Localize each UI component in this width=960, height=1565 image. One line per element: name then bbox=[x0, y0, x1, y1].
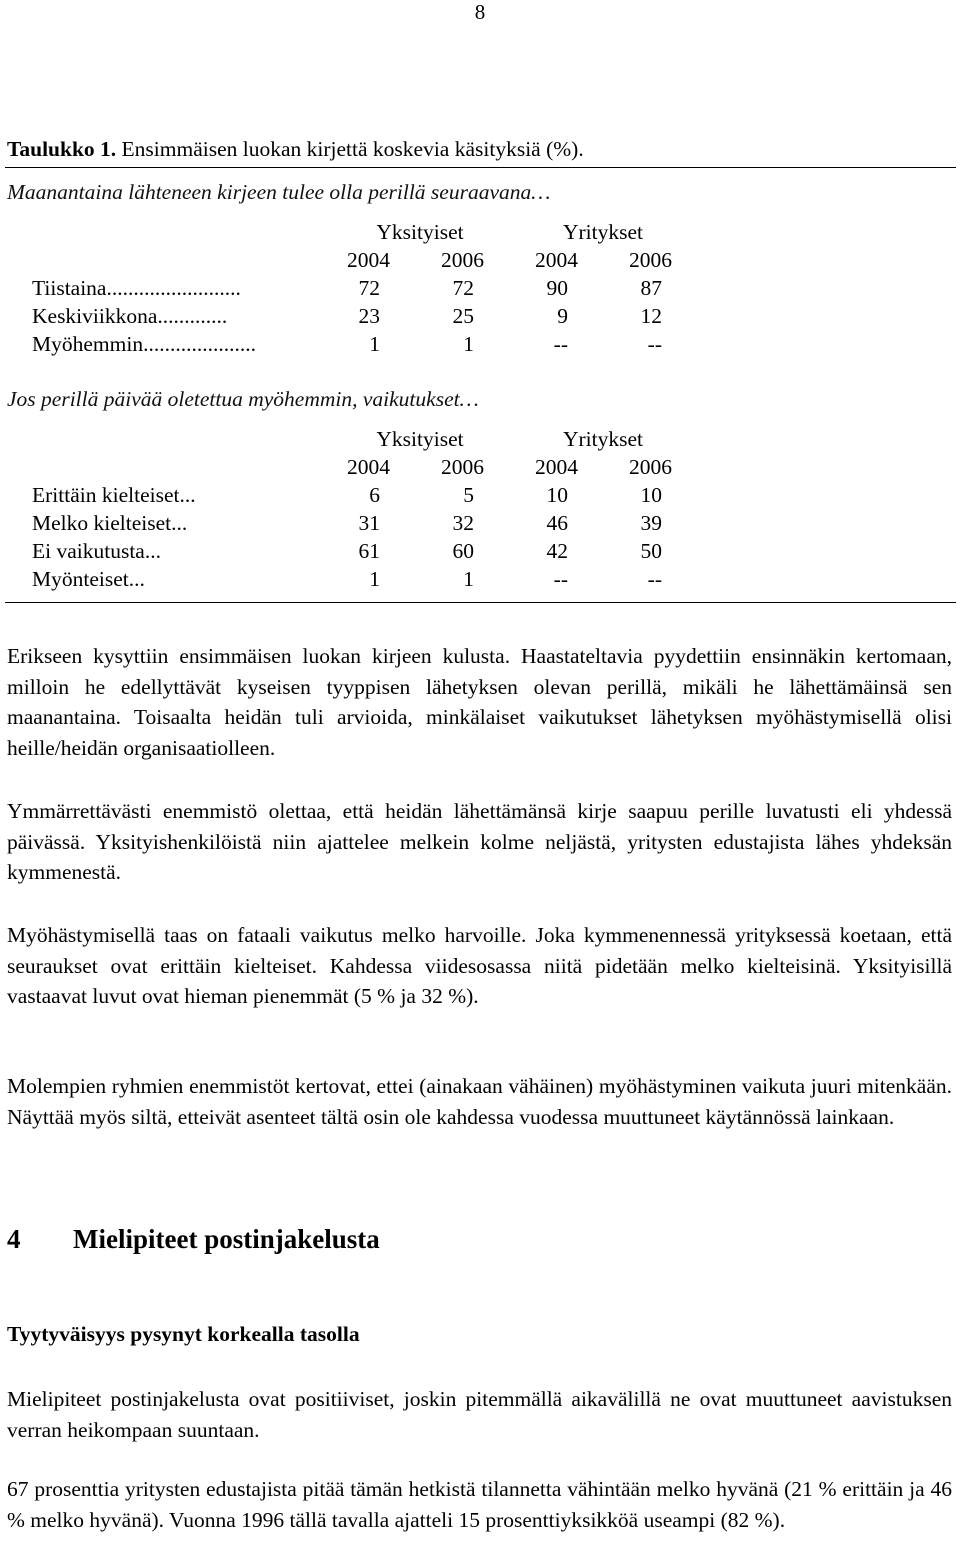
section-heading-text: Mielipiteet postinjakelusta bbox=[73, 1224, 380, 1254]
table-cell: -- bbox=[553, 567, 568, 591]
table-cell: 39 bbox=[640, 511, 662, 535]
subsection-heading: Tyytyväisyys pysynyt korkealla tasolla bbox=[7, 1322, 360, 1346]
table-bottom-rule bbox=[5, 602, 956, 603]
section-a-year: 2006 bbox=[629, 248, 672, 272]
table-cell: 10 bbox=[546, 483, 568, 507]
section-a-group-private: Yksityiset bbox=[376, 220, 464, 244]
table-cell: 42 bbox=[546, 539, 568, 563]
section-b-year: 2006 bbox=[441, 455, 484, 479]
paragraph: Ymmärrettävästi enemmistö olettaa, että heidän lähettämänsä kirje saapuu perille luvatusti eli yhdessä päivässä. Yksityishenkilöistä niin ajattelee melkein kolme neljästä, yritysten edustajista lähes yhdeksän kymmenestä. bbox=[7, 799, 952, 884]
table-cell: 87 bbox=[640, 276, 662, 300]
table-cell: 10 bbox=[640, 483, 662, 507]
table-cell: 23 bbox=[358, 304, 380, 328]
section-b-year: 2006 bbox=[629, 455, 672, 479]
table-caption-label: Taulukko 1. bbox=[7, 137, 117, 161]
table-row-label: Erittäin kielteiset... bbox=[32, 483, 196, 507]
table-row-label: Melko kielteiset... bbox=[32, 511, 188, 535]
page-number: 8 bbox=[474, 0, 486, 24]
section-heading bbox=[7, 1224, 380, 1255]
section-b-year: 2004 bbox=[347, 455, 390, 479]
table-cell: -- bbox=[553, 332, 568, 356]
table-cell: 31 bbox=[358, 511, 380, 535]
section-b-subtitle: Jos perillä päivää oletettua myöhemmin, vaikutukset… bbox=[7, 387, 479, 411]
table-cell: 9 bbox=[557, 304, 568, 328]
table-cell: -- bbox=[647, 332, 662, 356]
section-a-year: 2006 bbox=[441, 248, 484, 272]
table-cell: 72 bbox=[358, 276, 380, 300]
table-row-label: Ei vaikutusta... bbox=[32, 539, 161, 563]
table-row-label: Myönteiset... bbox=[32, 567, 145, 591]
table-cell: 60 bbox=[452, 539, 474, 563]
paragraph: Erikseen kysyttiin ensimmäisen luokan kirjeen kulusta. Haastateltavia pyydettiin ensinnäkin kertomaan, milloin he edellyttävät kyseisen tyyppisen lähetyksen olevan perillä, mikäli he lähettämäinsä sen maanantaina. Toisaalta heidän tuli arvioida, minkälaiset vaikutukset lähetyksen myöhästymisellä olisi heille/heidän organisaatiolleen. bbox=[7, 644, 952, 760]
paragraph: 67 prosenttia yritysten edustajista pitää tämän hetkistä tilannetta vähintään melko hyvänä (21 % erittäin ja 46 % melko hyvänä). Vuonna 1996 tällä tavalla ajatteli 15 prosenttiyksikköä useampi (82 %). bbox=[7, 1477, 952, 1532]
table-row-label: Myöhemmin..................... bbox=[32, 332, 256, 356]
table-caption-text: Ensimmäisen luokan kirjettä koskevia käsityksiä (%). bbox=[116, 137, 584, 161]
section-a-year: 2004 bbox=[535, 248, 578, 272]
section-b-year: 2004 bbox=[535, 455, 578, 479]
table-cell: 1 bbox=[463, 332, 474, 356]
section-a-subtitle: Maanantaina lähteneen kirjeen tulee olla perillä seuraavana… bbox=[7, 180, 551, 204]
paragraph: Molempien ryhmien enemmistöt kertovat, ettei (ainakaan vähäinen) myöhästyminen vaikuta juuri mitenkään. Näyttää myös siltä, etteivät asenteet tältä osin ole kahdessa vuodessa muuttuneet käytännössä lainkaan. bbox=[7, 1074, 952, 1129]
table-cell: 12 bbox=[640, 304, 662, 328]
table-cell: 1 bbox=[369, 332, 380, 356]
table-cell: 6 bbox=[369, 483, 380, 507]
table-row-label: Keskiviikkona............. bbox=[32, 304, 228, 328]
paragraph: Myöhästymisellä taas on fataali vaikutus melko harvoille. Joka kymmenennessä yrityksessä koetaan, että seuraukset ovat erittäin kielteiset. Kahdessa viidesosassa niitä pidetään melko kielteisinä. Yksityisillä vastaavat luvut ovat hieman pienemmät (5 % ja 32 %). bbox=[7, 923, 952, 1008]
table-cell: 50 bbox=[640, 539, 662, 563]
table-cell: 25 bbox=[452, 304, 474, 328]
table-cell: 1 bbox=[463, 567, 474, 591]
paragraph: Mielipiteet postinjakelusta ovat positiiviset, joskin pitemmällä aikavälillä ne ovat muuttuneet aavistuksen verran heikompaan suuntaan. bbox=[7, 1387, 952, 1442]
section-a-group-business: Yritykset bbox=[562, 220, 644, 244]
table-cell: 72 bbox=[452, 276, 474, 300]
table-cell: 5 bbox=[463, 483, 474, 507]
table-cell: -- bbox=[647, 567, 662, 591]
table-cell: 61 bbox=[358, 539, 380, 563]
table-cell: 1 bbox=[369, 567, 380, 591]
table-cell: 32 bbox=[452, 511, 474, 535]
section-heading-number: 4 bbox=[7, 1224, 21, 1254]
section-b-group-business: Yritykset bbox=[562, 427, 644, 451]
table-cell: 90 bbox=[546, 276, 568, 300]
table-row-label: Tiistaina......................... bbox=[32, 276, 241, 300]
section-a-year: 2004 bbox=[347, 248, 390, 272]
table-caption bbox=[7, 137, 584, 162]
section-b-group-private: Yksityiset bbox=[376, 427, 464, 451]
table-top-rule bbox=[5, 167, 956, 168]
table-cell: 46 bbox=[546, 511, 568, 535]
